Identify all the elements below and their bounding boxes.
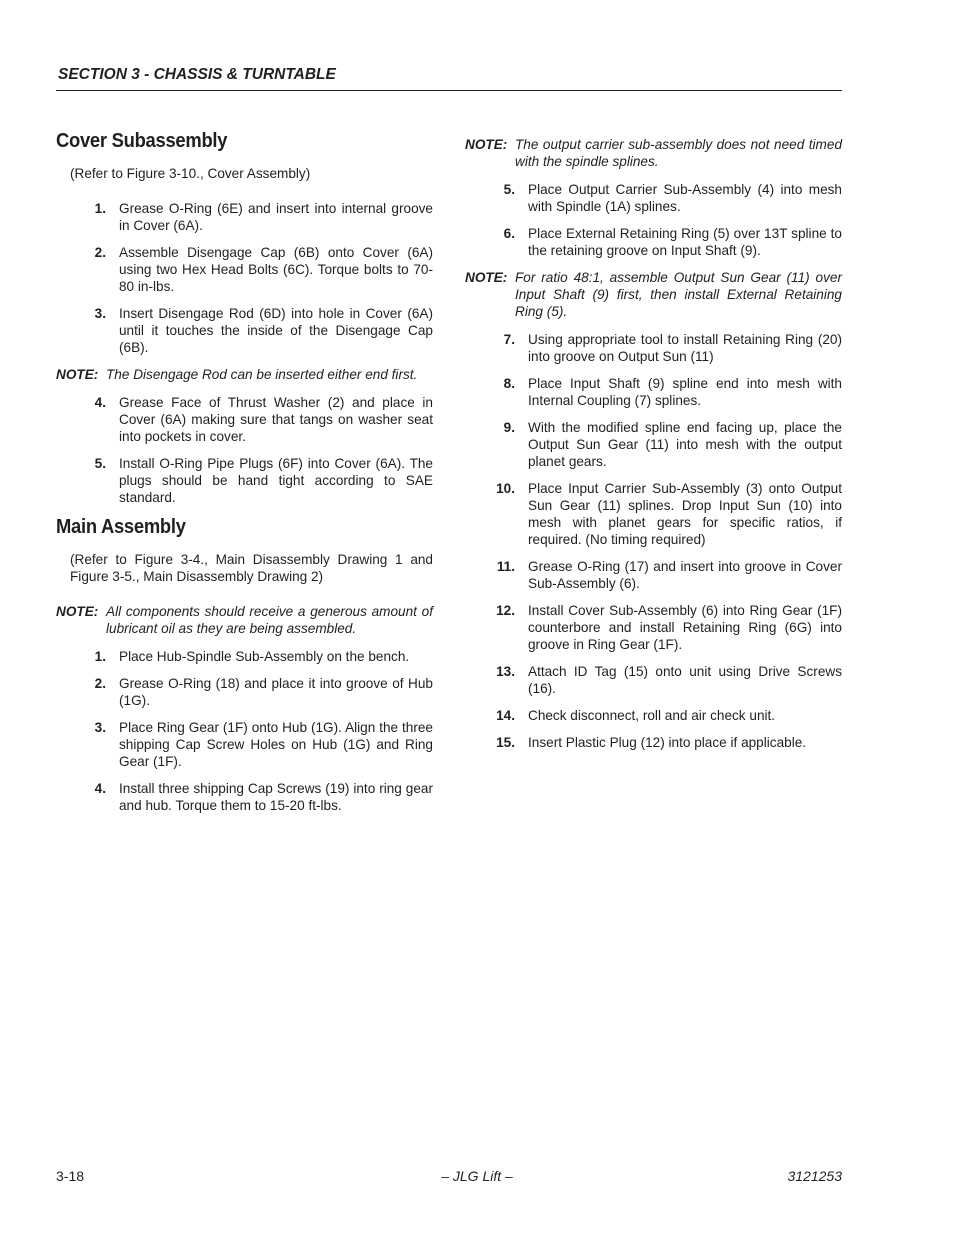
section-title: SECTION 3 - CHASSIS & TURNTABLE [58, 66, 336, 83]
note-label: NOTE: [56, 367, 99, 382]
step-number: 3. [94, 306, 106, 321]
note-text: The output carrier sub-assembly does not need timed with the spindle splines. [515, 137, 842, 169]
list-item [56, 455, 433, 506]
page-header [56, 64, 842, 91]
right-column [465, 136, 842, 761]
step-number: 11. [496, 559, 515, 574]
note-label: NOTE: [56, 604, 99, 619]
step-number: 13. [496, 664, 515, 679]
step-text: Place Output Carrier Sub-Assembly (4) into mesh with Spindle (1A) splines. [528, 182, 842, 214]
list-item [56, 648, 433, 665]
step-text: With the modified spline end facing up, place the Output Sun Gear (11) into mesh with the output planet gears. [528, 420, 842, 469]
note-text: For ratio 48:1, assemble Output Sun Gear (11) over Input Shaft (9) first, then install External Retaining Ring (5). [515, 270, 842, 319]
step-number: 1. [94, 649, 106, 664]
step-number: 15. [496, 735, 515, 750]
list-item [465, 181, 842, 215]
step-text: Grease O-Ring (18) and place it into groove of Hub (1G). [119, 676, 433, 708]
note-label: NOTE: [465, 270, 508, 285]
footer-brand: – JLG Lift – [441, 1168, 513, 1184]
list-item [465, 225, 842, 259]
step-text: Place External Retaining Ring (5) over 13T spline to the retaining groove on Input Shaft (9). [528, 226, 842, 258]
step-text: Insert Disengage Rod (6D) into hole in Cover (6A) until it touches the inside of the Disengage Cap (6B). [119, 306, 433, 355]
list-item [56, 305, 433, 356]
step-text: Insert Plastic Plug (12) into place if applicable. [528, 735, 807, 750]
step-number: 8. [503, 376, 515, 391]
step-number: 12. [496, 603, 515, 618]
note [465, 136, 842, 170]
cover-reference: (Refer to Figure 3-10., Cover Assembly) [70, 166, 311, 181]
main-reference: (Refer to Figure 3-4., Main Disassembly Drawing 1 and Figure 3-5., Main Disassembly Drawing 2) [70, 552, 433, 584]
step-text: Check disconnect, roll and air check unit. [528, 708, 776, 723]
step-number: 4. [94, 781, 106, 796]
cover-subassembly-heading: Cover Subassembly [56, 130, 228, 152]
step-text: Place Ring Gear (1F) onto Hub (1G). Align the three shipping Cap Screw Holes on Hub (1G) and Ring Gear (1F). [119, 720, 433, 769]
note-text: The Disengage Rod can be inserted either end first. [106, 367, 418, 382]
step-number: 7. [503, 332, 515, 347]
list-item [56, 675, 433, 709]
step-number: 6. [503, 226, 515, 241]
step-text: Grease O-Ring (6E) and insert into internal groove in Cover (6A). [119, 201, 433, 233]
list-item [465, 375, 842, 409]
step-text: Place Hub-Spindle Sub-Assembly on the bench. [119, 649, 410, 664]
step-text: Using appropriate tool to install Retaining Ring (20) into groove on Output Sun (11) [528, 332, 842, 364]
note-text: All components should receive a generous amount of lubricant oil as they are being assembled. [106, 604, 433, 636]
note [56, 366, 433, 383]
step-text: Place Input Carrier Sub-Assembly (3) onto Output Sun Gear (11) splines. Drop Input Sun (10) into mesh with planet gears for specific ratios, if required. (No timing required) [528, 481, 842, 547]
list-item [56, 719, 433, 770]
main-assembly-heading: Main Assembly [56, 516, 186, 538]
note [56, 603, 433, 637]
step-text: Grease Face of Thrust Washer (2) and place in Cover (6A) making sure that tangs on washer seat into pockets in cover. [119, 395, 433, 444]
list-item [465, 734, 842, 751]
step-number: 3. [94, 720, 106, 735]
list-item [56, 200, 433, 234]
step-number: 1. [94, 201, 106, 216]
page-number: 3-18 [56, 1168, 85, 1184]
list-item [465, 419, 842, 470]
document-number: 3121253 [787, 1168, 842, 1184]
list-item [56, 244, 433, 295]
step-number: 5. [503, 182, 515, 197]
step-text: Attach ID Tag (15) onto unit using Drive Screws (16). [528, 664, 842, 696]
step-number: 4. [94, 395, 106, 410]
step-text: Place Input Shaft (9) spline end into mesh with Internal Coupling (7) splines. [528, 376, 842, 408]
step-text: Install O-Ring Pipe Plugs (6F) into Cover (6A). The plugs should be hand tight according to SAE standard. [119, 456, 433, 505]
step-number: 14. [496, 708, 515, 723]
list-item [465, 480, 842, 548]
step-text: Grease O-Ring (17) and insert into groove in Cover Sub-Assembly (6). [528, 559, 842, 591]
list-item [465, 331, 842, 365]
note-label: NOTE: [465, 137, 508, 152]
list-item [465, 558, 842, 592]
step-number: 10. [496, 481, 515, 496]
list-item [465, 602, 842, 653]
list-item [465, 707, 842, 724]
step-text: Install three shipping Cap Screws (19) into ring gear and hub. Torque them to 15-20 ft-lbs. [119, 781, 433, 813]
step-number: 9. [503, 420, 515, 435]
list-item [465, 663, 842, 697]
list-item [56, 780, 433, 814]
step-number: 2. [94, 245, 106, 260]
note [465, 269, 842, 320]
left-column [56, 130, 433, 824]
step-text: Install Cover Sub-Assembly (6) into Ring Gear (1F) counterbore and install Retaining Ring (6G) into groove in Ring Gear (1F). [528, 603, 842, 652]
list-item [56, 394, 433, 445]
step-text: Assemble Disengage Cap (6B) onto Cover (6A) using two Hex Head Bolts (6C). Torque bolts to 70-80 in-lbs. [119, 245, 433, 294]
step-number: 5. [94, 456, 106, 471]
step-number: 2. [94, 676, 106, 691]
